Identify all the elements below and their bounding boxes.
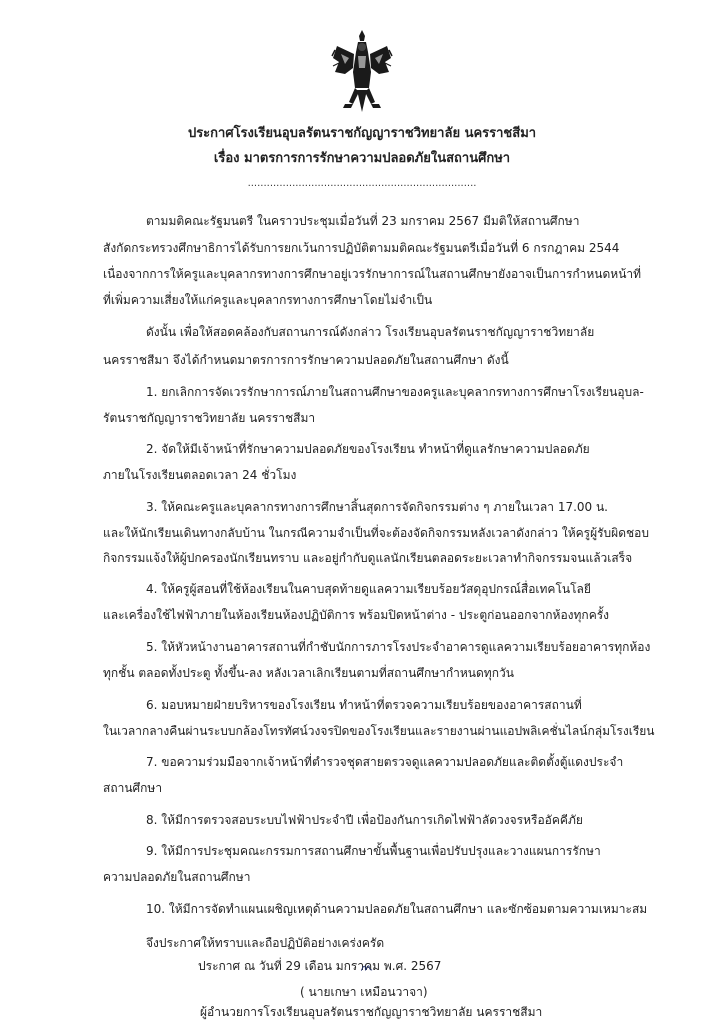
signer-name: ( นายเกษา เหมือนวาจา) — [300, 985, 428, 999]
body-line: เนื่องจากการให้ครูและบุคลากรทางการศึกษาอยู่เวรรักษาการณ์ในสถานศึกษายังอาจเป็นการกำหนดหน้าที่ — [103, 267, 642, 281]
announcement-date: ประกาศ ณ วันที่ 29 เดือน มกราคม พ.ศ. 2567 — [198, 959, 442, 973]
list-item-8: 8. ให้มีการตรวจสอบระบบไฟฟ้าประจำปี เพื่อป้องกันการเกิดไฟฟ้าลัดวงจรหรืออัคคีภัย — [146, 813, 583, 827]
list-item-5-cont: ทุกชั้น ตลอดทั้งประตู ทั้งขึ้น-ลง หลังเวลาเลิกเรียนตามที่สถานศึกษากำหนดทุกวัน — [103, 666, 514, 680]
body-line: ที่เพิ่มความเสี่ยงให้แก่ครูและบุคลากรทางการศึกษาโดยไม่จำเป็น — [103, 293, 433, 307]
list-item-5: 5. ให้หัวหน้างานอาคารสถานที่กำชับนักการภารโรงประจำอาคารดูแลความเรียบร้อยอาคารทุกห้อง — [146, 640, 651, 654]
list-item-7-cont: สถานศึกษา — [103, 781, 163, 795]
signature-mark — [350, 964, 390, 984]
announcement-title: ประกาศโรงเรียนอุบลรัตนราชกัญญาราชวิทยาลัย นครราชสีมา — [187, 126, 537, 141]
list-item-1-cont: รัตนราชกัญญาราชวิทยาลัย นครราชสีมา — [103, 411, 316, 425]
list-item-3: 3. ให้คณะครูและบุคลากรทางการศึกษาสิ้นสุดการจัดกิจกรรมต่าง ๆ ภายในเวลา 17.00 น. — [146, 500, 608, 514]
list-item-10: 10. ให้มีการจัดทำแผนเผชิญเหตุด้านความปลอดภัยในสถานศึกษา และซักซ้อมตามความเหมาะสม — [146, 902, 648, 916]
list-item-2: 2. จัดให้มีเจ้าหน้าที่รักษาความปลอดภัยของโรงเรียน ทำหน้าที่ดูแลรักษาความปลอดภัย — [146, 442, 590, 456]
announcement-subject: เรื่อง มาตรการการรักษาความปลอดภัยในสถานศึกษา — [213, 151, 511, 166]
list-item-9: 9. ให้มีการประชุมคณะกรรมการสถานศึกษาขั้นพื้นฐานเพื่อปรับปรุงและวางแผนการรักษา — [146, 844, 601, 858]
list-item-7: 7. ขอความร่วมมือจากเจ้าหน้าที่ตำรวจชุดสายตรวจดูแลความปลอดภัยและติดตั้งตู้แดงประจำ — [146, 755, 624, 769]
separator-line: ........................................................................ — [247, 178, 477, 189]
list-item-3-cont: และให้นักเรียนเดินทางกลับบ้าน ในกรณีความจำเป็นที่จะต้องจัดกิจกรรมหลังเวลาดังกล่าว ให้ครูผู้รับผิดชอบ — [103, 526, 649, 540]
list-item-3-cont: กิจกรรมแจ้งให้ผู้ปกครองนักเรียนทราบ และอยู่กำกับดูแลนักเรียนตลอดระยะเวลาทำกิจกรรมจนแล้วเสร็จ — [103, 551, 633, 565]
list-item-6: 6. มอบหมายฝ่ายบริหารของโรงเรียน ทำหน้าที่ตรวจความเรียบร้อยของอาคารสถานที่ — [146, 698, 582, 712]
body-line: นครราชสีมา จึงได้กำหนดมาตรการการรักษาความปลอดภัยในสถานศึกษา ดังนี้ — [103, 353, 509, 367]
signer-position: ผู้อำนวยการโรงเรียนอุบลรัตนราชกัญญาราชวิทยาลัย นครราชสีมา — [200, 1005, 543, 1019]
list-item-9-cont: ความปลอดภัยในสถานศึกษา — [103, 870, 251, 884]
list-item-4: 4. ให้ครูผู้สอนที่ใช้ห้องเรียนในคาบสุดท้ายดูแลความเรียบร้อยวัสดุอุปกรณ์สื่อเทคโนโลยี — [146, 582, 591, 596]
list-item-4-cont: และเครื่องใช้ไฟฟ้าภายในห้องเรียนห้องปฏิบัติการ พร้อมปิดหน้าต่าง - ประตูก่อนออกจากห้องทุกครั้ง — [103, 608, 610, 622]
body-line: ดังนั้น เพื่อให้สอดคล้องกับสถานการณ์ดังกล่าว โรงเรียนอุบลรัตนราชกัญญาราชวิทยาลัย — [146, 325, 595, 339]
list-item-6-cont: ในเวลากลางคืนผ่านระบบกล้องโทรทัศน์วงจรปิดของโรงเรียนและรายงานผ่านแอปพลิเคชั่นไลน์กลุ่มโรงเรียน — [103, 724, 655, 738]
garuda-emblem-icon — [331, 28, 393, 116]
body-line: สังกัดกระทรวงศึกษาธิการได้รับการยกเว้นการปฏิบัติตามมติคณะรัฐมนตรีเมื่อวันที่ 6 กรกฎาคม 2544 — [103, 241, 620, 255]
body-line: ตามมติคณะรัฐมนตรี ในคราวประชุมเมื่อวันที่ 23 มกราคม 2567 มีมติให้สถานศึกษา — [146, 214, 580, 228]
list-item-2-cont: ภายในโรงเรียนตลอดเวลา 24 ชั่วโมง — [103, 468, 297, 482]
list-item-1: 1. ยกเลิกการจัดเวรรักษาการณ์ภายในสถานศึกษาของครูและบุคลากรทางการศึกษาโรงเรียนอุบล- — [146, 385, 644, 399]
closing-statement: จึงประกาศให้ทราบและถือปฏิบัติอย่างเคร่งครัด — [146, 936, 385, 950]
